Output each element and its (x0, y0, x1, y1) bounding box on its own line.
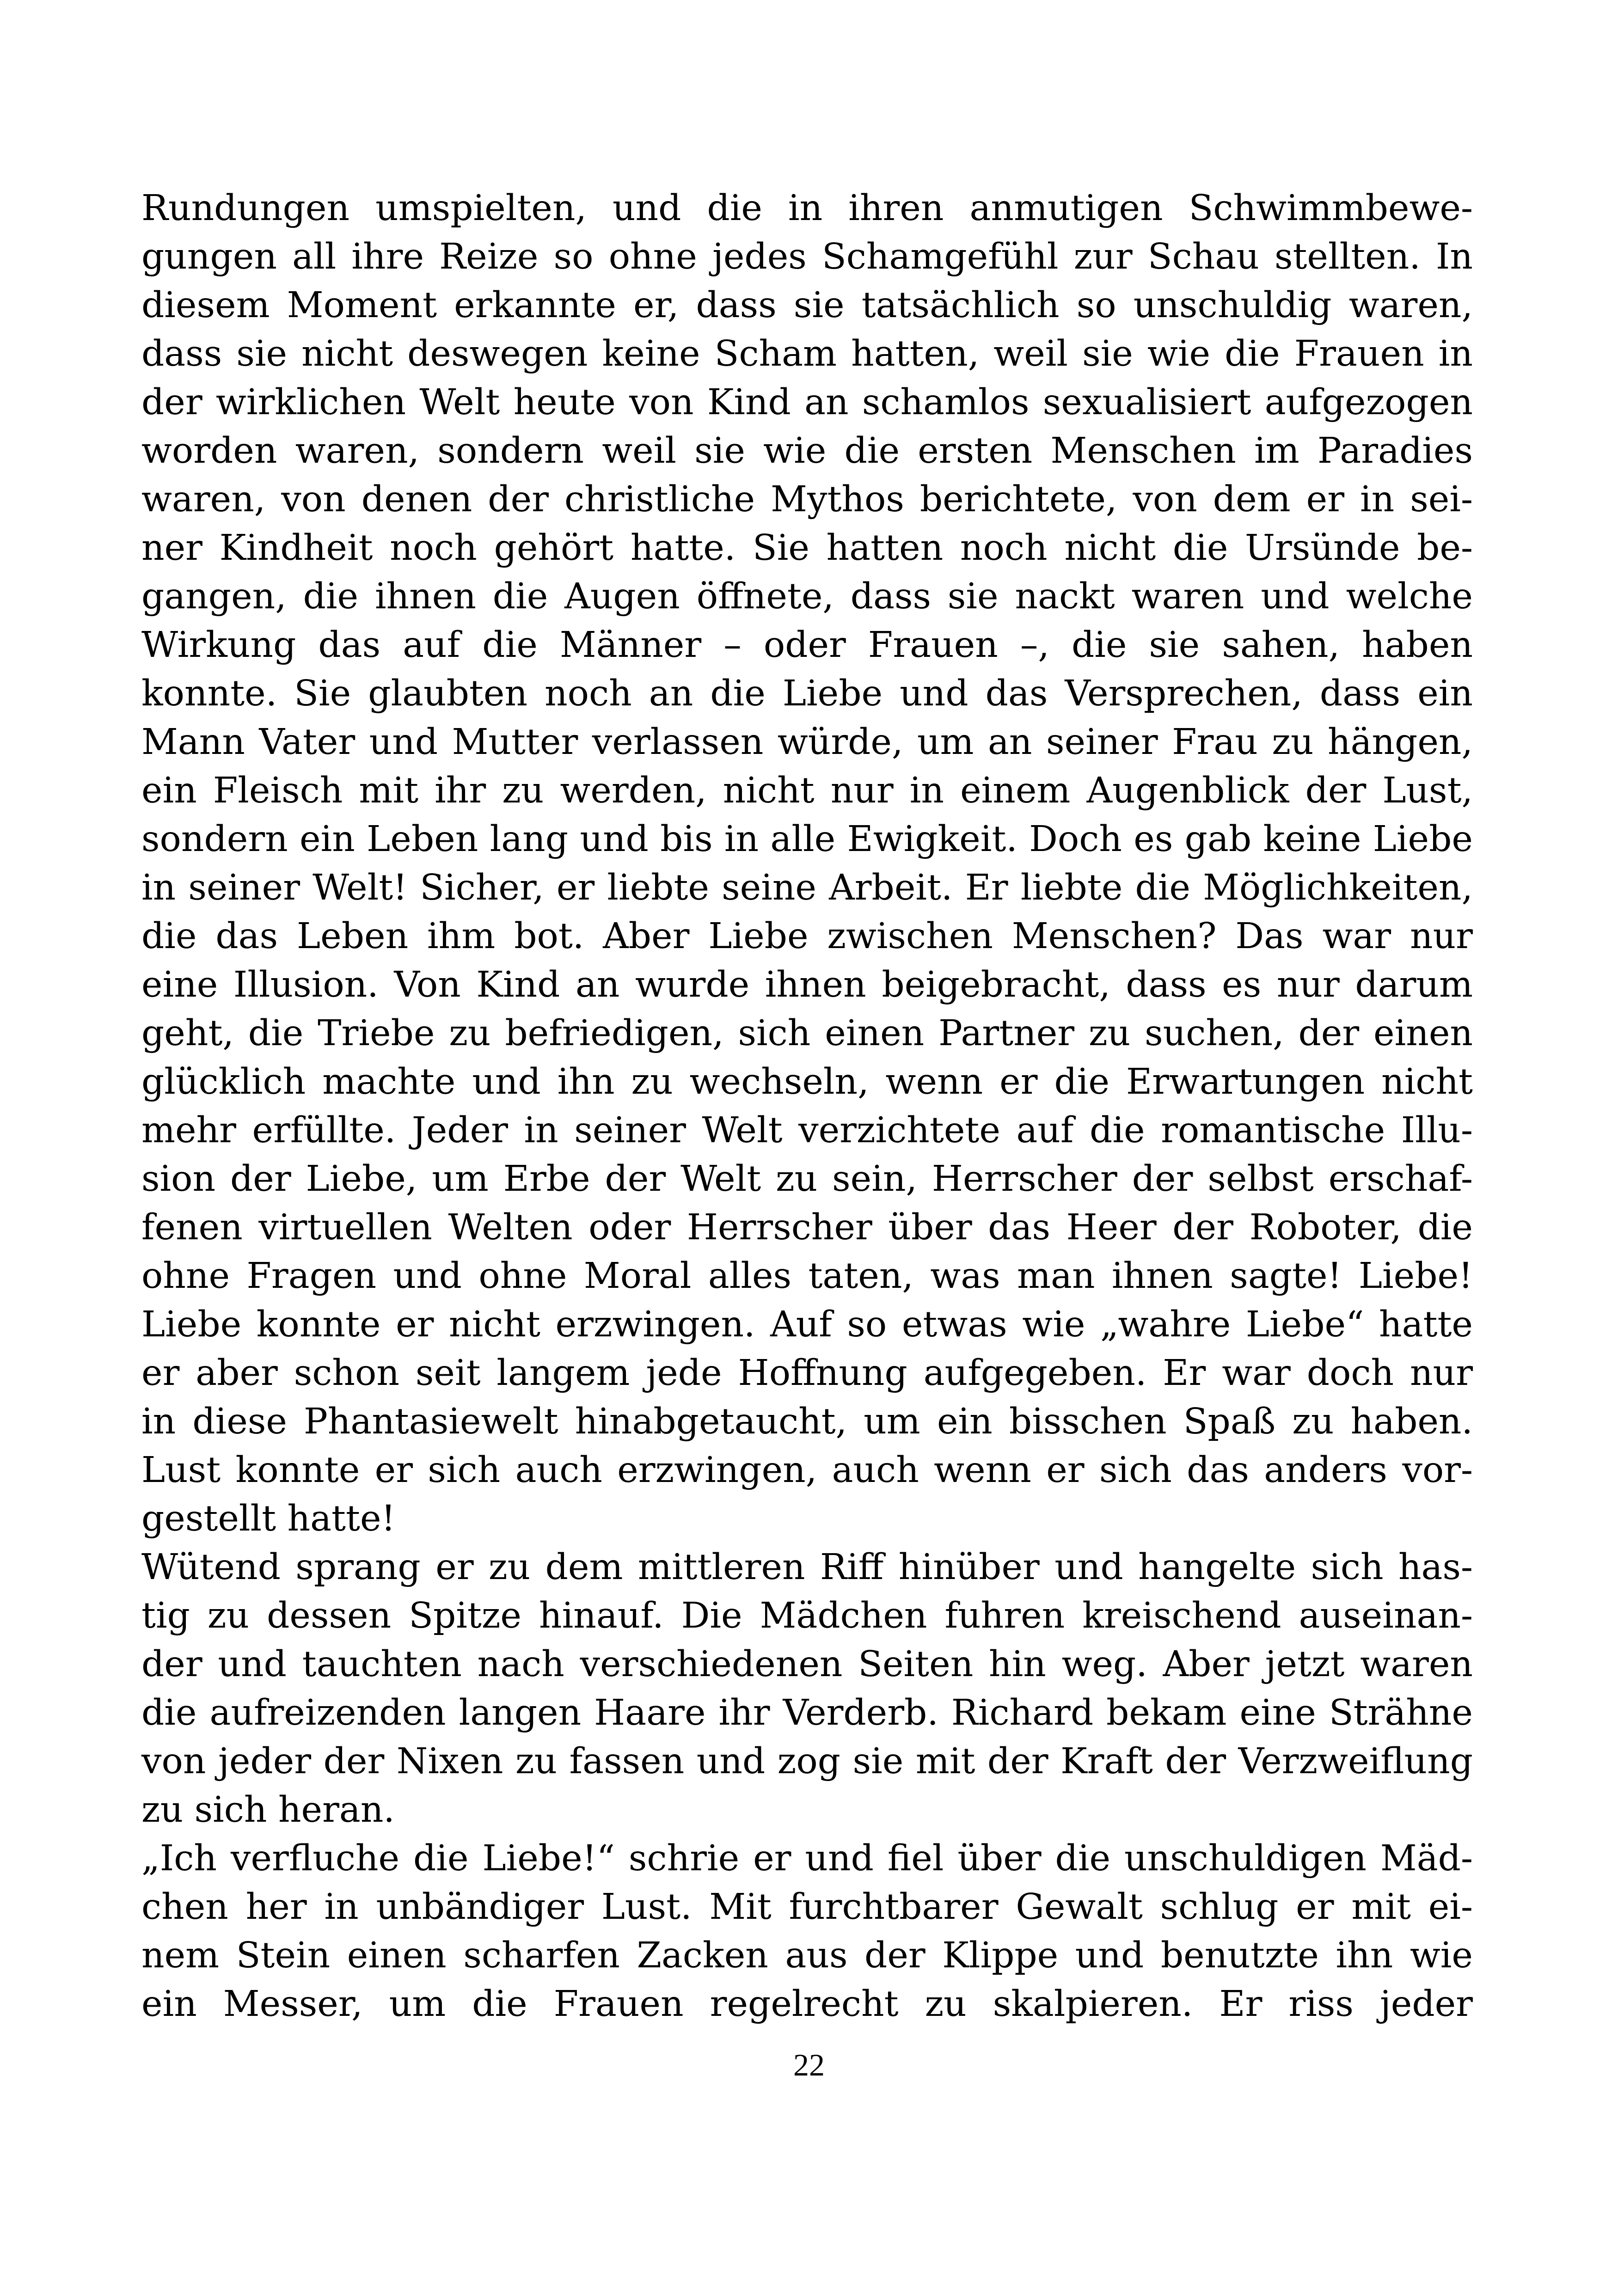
text-line: eine Illusion. Von Kind an wurde ihnen beigebracht, dass es nur darum (141, 964, 1473, 1005)
body-text (141, 184, 1473, 2028)
text-line: gangen, die ihnen die Augen öffnete, dass sie nackt waren und welche (141, 576, 1473, 617)
text-line: nem Stein einen scharfen Zacken aus der Klippe und benutzte ihn wie (141, 1935, 1473, 1976)
text-line: zu sich heran. (141, 1789, 395, 1831)
text-line: die aufreizenden langen Haare ihr Verderb. Richard bekam eine Strähne (141, 1692, 1473, 1733)
text-line: gestellt hatte! (141, 1498, 396, 1539)
text-line: Wirkung das auf die Männer – oder Frauen –, die sie sahen, haben (141, 625, 1473, 666)
text-line: mehr erfüllte. Jeder in seiner Welt verzichtete auf die romantische Illu- (141, 1110, 1473, 1151)
text-line: Wütend sprang er zu dem mittleren Riff hinüber und hangelte sich has- (141, 1547, 1473, 1588)
text-line: Rundungen umspielten, und die in ihren anmutigen Schwimmbewe- (141, 188, 1473, 229)
text-line: chen her in unbändiger Lust. Mit furchtbarer Gewalt schlug er mit ei- (141, 1886, 1473, 1928)
text-line: Liebe konnte er nicht erzwingen. Auf so etwas wie „wahre Liebe“ hatte (141, 1304, 1473, 1345)
text-line: die das Leben ihm bot. Aber Liebe zwischen Menschen? Das war nur (141, 916, 1473, 957)
text-line: ohne Fragen und ohne Moral alles taten, was man ihnen sagte! Liebe! (141, 1255, 1473, 1297)
text-line: er aber schon seit langem jede Hoffnung aufgegeben. Er war doch nur (141, 1353, 1473, 1394)
text-line: ein Fleisch mit ihr zu werden, nicht nur in einem Augenblick der Lust, (141, 770, 1473, 811)
text-line: „Ich verfluche die Liebe!“ schrie er und fiel über die unschuldigen Mäd- (141, 1838, 1473, 1879)
text-line: in seiner Welt! Sicher, er liebte seine Arbeit. Er liebte die Möglichkeiten, (141, 867, 1473, 908)
text-line: tig zu dessen Spitze hinauf. Die Mädchen fuhren kreischend auseinan- (141, 1595, 1473, 1636)
text-line: worden waren, sondern weil sie wie die ersten Menschen im Paradies (141, 430, 1473, 471)
text-line: der wirklichen Welt heute von Kind an schamlos sexualisiert aufgezogen (141, 382, 1473, 423)
text-line: diesem Moment erkannte er, dass sie tatsächlich so unschuldig waren, (141, 285, 1473, 326)
text-line: in diese Phantasiewelt hinabgetaucht, um ein bisschen Spaß zu haben. (141, 1401, 1473, 1442)
text-line: gungen all ihre Reize so ohne jedes Schamgefühl zur Schau stellten. In (141, 236, 1473, 277)
text-line: konnte. Sie glaubten noch an die Liebe und das Versprechen, dass ein (141, 673, 1473, 714)
text-line: geht, die Triebe zu befriedigen, sich einen Partner zu suchen, der einen (141, 1013, 1473, 1054)
text-line: sondern ein Leben lang und bis in alle Ewigkeit. Doch es gab keine Liebe (141, 819, 1473, 860)
page-number: 22 (793, 2047, 825, 2082)
text-line: von jeder der Nixen zu fassen und zog sie mit der Kraft der Verzweiflung (141, 1741, 1473, 1782)
text-line: glücklich machte und ihn zu wechseln, wenn er die Erwartungen nicht (141, 1061, 1473, 1102)
text-line: waren, von denen der christliche Mythos berichtete, von dem er in sei- (141, 479, 1473, 520)
text-line: der und tauchten nach verschiedenen Seiten hin weg. Aber jetzt waren (141, 1644, 1473, 1685)
text-line: dass sie nicht deswegen keine Scham hatten, weil sie wie die Frauen in (141, 333, 1473, 374)
text-line: sion der Liebe, um Erbe der Welt zu sein, Herrscher der selbst erschaf- (141, 1158, 1473, 1200)
text-line: Mann Vater und Mutter verlassen würde, um an seiner Frau zu hängen, (141, 722, 1473, 763)
text-line: Lust konnte er sich auch erzwingen, auch wenn er sich das anders vor- (141, 1450, 1473, 1491)
text-line: ner Kindheit noch gehört hatte. Sie hatten noch nicht die Ursünde be- (141, 527, 1473, 569)
text-line: fenen virtuellen Welten oder Herrscher über das Heer der Roboter, die (141, 1207, 1473, 1248)
text-line: ein Messer, um die Frauen regelrecht zu skalpieren. Er riss jeder (141, 1984, 1473, 2025)
